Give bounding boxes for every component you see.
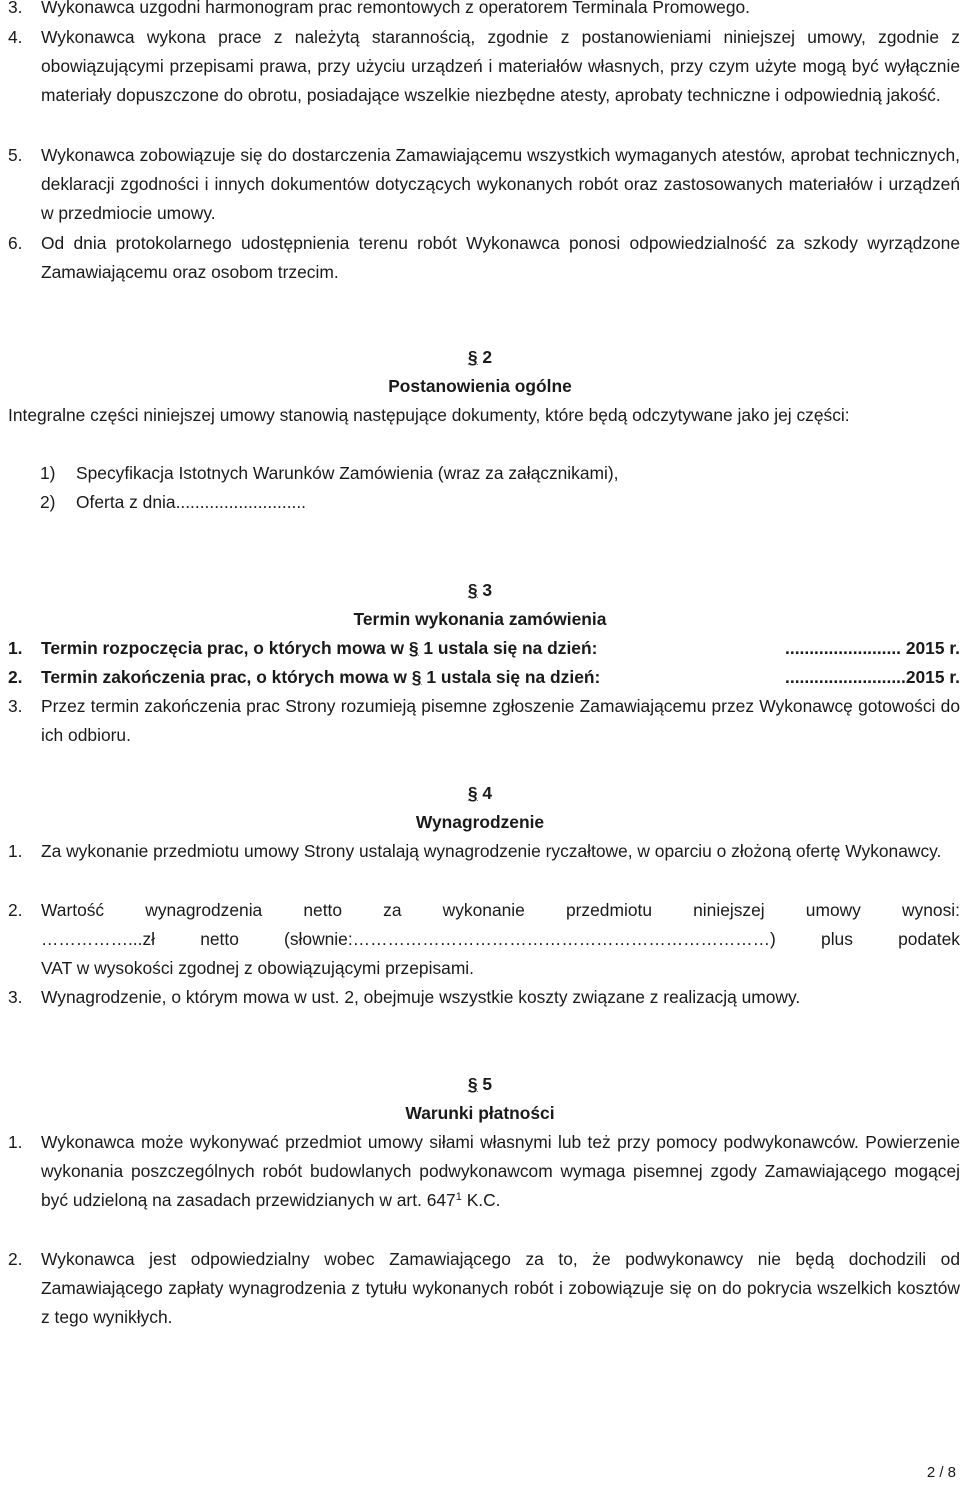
end-date: .........................2015 r. bbox=[785, 667, 960, 687]
section-2-intro: Integralne części niniejszej umowy stanowią następujące dokumenty, które będą odczytywane jako jej części: bbox=[8, 405, 850, 425]
section-2-number: § 2 bbox=[467, 347, 493, 367]
section-3-item-3: 3. Przez termin zakończenia prac Strony rozumieją pisemne zgłoszenie Zamawiającemu przez Wykonawcę gotowości do ich odbioru. bbox=[8, 692, 960, 750]
section-sign: § bbox=[467, 1074, 478, 1094]
section-5-item-2: 2. Wykonawca jest odpowiedzialny wobec Zamawiającego za to, że podwykonawcy nie będą dochodzili od Zamawiającego zapłaty wynagrodzenia z tytułu wykonanych robót i zobowiązuje się on do pokrycia wszelkich kosztów z tego wynikłych. bbox=[8, 1245, 960, 1332]
item-text: Wykonawca wykona prace z należytą starannością, zgodnie z postanowieniami niniejszej umowy, zgodnie z obowiązującymi przepisami prawa, przy użyciu urządzeń i materiałów własnych, przy czym użyte mogą być wyłącznie materiały dopuszczone do obrotu, posiadające wszelkie niezbędne atesty, aprobaty techniczne i odpowiednią jakość. bbox=[41, 27, 960, 105]
section-4-title: Wynagrodzenie bbox=[415, 812, 545, 832]
section-4-item-3: 3. Wynagrodzenie, o którym mowa w ust. 2, obejmuje wszystkie koszty związane z realizacją umowy. bbox=[8, 983, 960, 1012]
section-3-title: Termin wykonania zamówienia bbox=[353, 609, 607, 629]
item-text: Wartość wynagrodzenia netto za wykonanie przedmiotu niniejszej umowy wynosi: ……………...zł netto (słownie:………………………………………………………………) plus podatek VAT w wysokości zgodnej z obowiązującymi przepisami. bbox=[41, 900, 960, 978]
list-item: 1) Specyfikacja Istotnych Warunków Zamówienia (wraz za załącznikami), bbox=[40, 463, 619, 483]
item-text: Od dnia protokolarnego udostępnienia terenu robót Wykonawca ponosi odpowiedzialność za szkody wyrządzone Zamawiającemu oraz osobom trzecim. bbox=[41, 233, 960, 282]
item-text: Za wykonanie przedmiotu umowy Strony ustalają wynagrodzenie ryczałtowe, w oparciu o złożoną ofertę Wykonawcy. bbox=[41, 841, 942, 861]
list-item-3 bbox=[8, 0, 960, 22]
item-text: Wykonawca zobowiązuje się do dostarczenia Zamawiającemu wszystkich wymaganych atestów, aprobat technicznych, deklaracji zgodności i innych dokumentów dotyczących wykonanych robót oraz zastosowanych materiałów i urządzeń w przedmiocie umowy. bbox=[41, 145, 960, 223]
item-text: Wykonawca jest odpowiedzialny wobec Zamawiającego za to, że podwykonawcy nie będą dochodzili od Zamawiającego zapłaty wynagrodzenia z tytułu wykonanych robót i zobowiązuje się on do pokrycia wszelkich kosztów z tego wynikłych. bbox=[41, 1249, 960, 1327]
list-item: 2) Oferta z dnia........................... bbox=[40, 492, 307, 512]
section-4-item-2: 2. Wartość wynagrodzenia netto za wykonanie przedmiotu niniejszej umowy wynosi: ……………...zł netto (słownie:………………………………………………………………) plus podatek VAT w wysokości zgodnej z obowiązującymi przepisami. bbox=[8, 896, 960, 983]
item-number: 5. bbox=[8, 145, 23, 165]
page-number: 2 / 8 bbox=[926, 1464, 956, 1481]
section-3-item-1: 1. Termin rozpoczęcia prac, o których mowa w § 1 ustala się na dzień: ........................ 2015 r. bbox=[8, 634, 960, 663]
item-text: Wykonawca uzgodni harmonogram prac remontowych z operatorem Terminala Promowego. bbox=[41, 0, 750, 17]
item-text: Przez termin zakończenia prac Strony rozumieją pisemne zgłoszenie Zamawiającemu przez Wykonawcę gotowości do ich odbioru. bbox=[41, 696, 960, 745]
item-number: 4. bbox=[8, 27, 23, 47]
section-sign: § bbox=[467, 783, 478, 803]
section-4-item-1: 1. Za wykonanie przedmiotu umowy Strony ustalają wynagrodzenie ryczałtowe, w oparciu o złożoną ofertę Wykonawcy. bbox=[8, 837, 960, 866]
item-text: Wykonawca może wykonywać przedmiot umowy siłami własnymi lub też przy pomocy podwykonawców. Powierzenie wykonania poszczególnych robót budowlanych podwykonawcom wymaga pisemnej zgody Zamawiającego mogącej być udzieloną na zasadach przewidzianych w art. $647^1$ K.C. bbox=[41, 1132, 960, 1210]
item-number: 3. bbox=[8, 0, 23, 17]
section-4-number: § 4 bbox=[467, 783, 493, 803]
section-5-number: § 5 bbox=[467, 1074, 493, 1094]
section-5-title: Warunki płatności bbox=[405, 1103, 555, 1123]
section-sign: § bbox=[467, 580, 478, 600]
item-text: Wynagrodzenie, o którym mowa w ust. 2, obejmuje wszystkie koszty związane z realizacją umowy. bbox=[41, 987, 801, 1007]
list-item-5 bbox=[8, 141, 960, 228]
section-3-item-2: 2. Termin zakończenia prac, o których mowa w § 1 ustala się na dzień: .........................2015 r. bbox=[8, 663, 960, 692]
section-2-title: Postanowienia ogólne bbox=[388, 376, 572, 396]
section-sign: § bbox=[467, 347, 478, 367]
item-number: 6. bbox=[8, 233, 23, 253]
start-date: ........................ 2015 r. bbox=[785, 638, 960, 658]
list-item-4 bbox=[8, 23, 960, 110]
section-3-number: § 3 bbox=[467, 580, 493, 600]
section-5-item-1: 1. Wykonawca może wykonywać przedmiot umowy siłami własnymi lub też przy pomocy podwykonawców. Powierzenie wykonania poszczególnych robót budowlanych podwykonawcom wymaga pisemnej zgody Zamawiającego mogącej być udzieloną na zasadach przewidzianych w art. $647^1$ K.C. bbox=[8, 1128, 960, 1215]
list-item-6 bbox=[8, 229, 960, 287]
section-2-list bbox=[40, 459, 619, 517]
